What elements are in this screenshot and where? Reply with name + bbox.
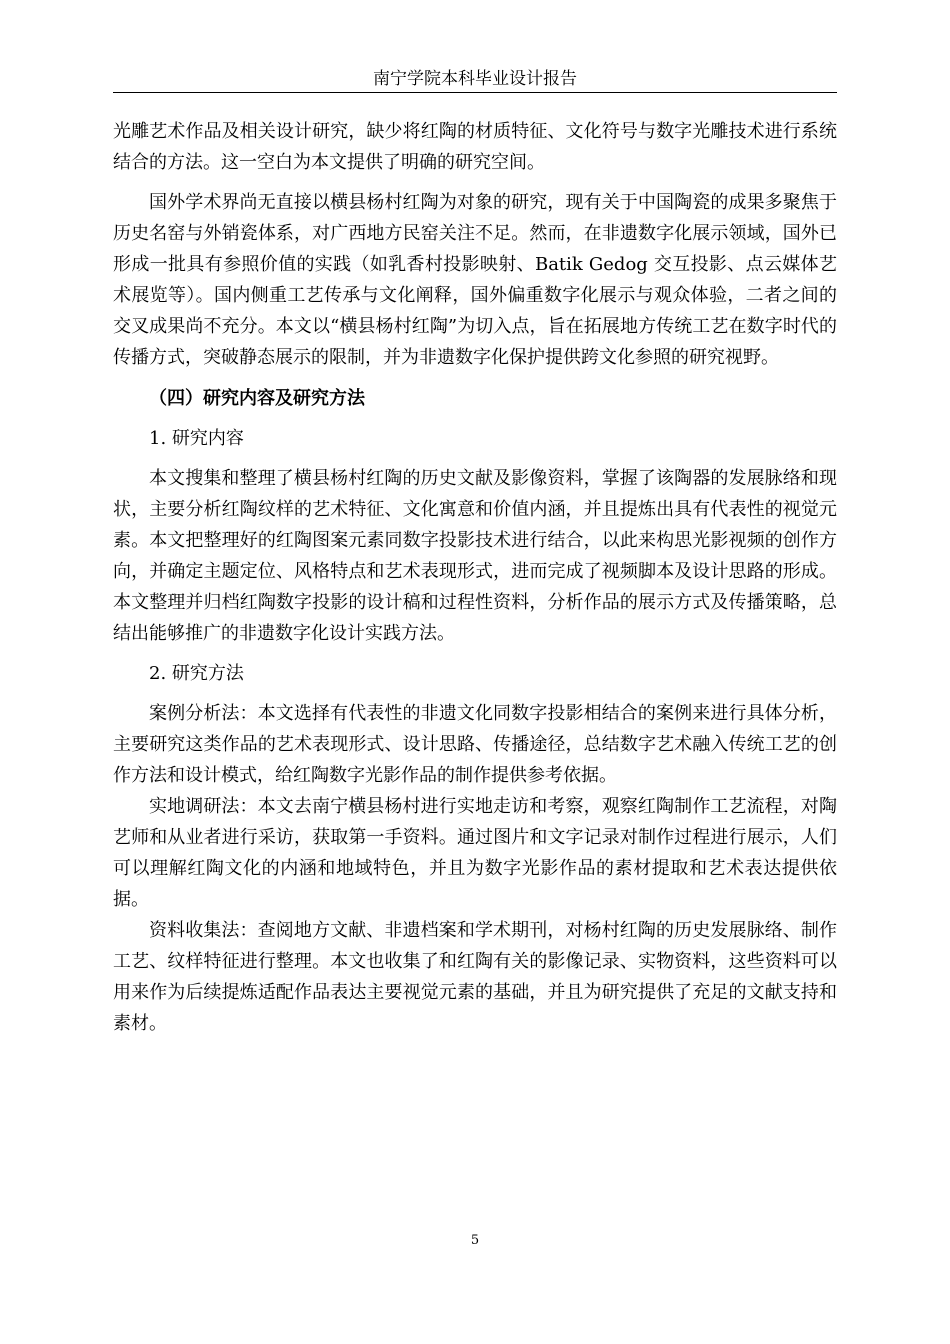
paragraph-field-research: 实地调研法：本文去南宁横县杨村进行实地走访和考察，观察红陶制作工艺流程，对陶艺师和从业者进行采访，获取第一手资料。通过图片和文字记录对制作过程进行展示，人们可以理解红陶文化的内涵和地域特色，并且为数字光影作品的素材提取和艺术表达提供依据。	[113, 796, 837, 910]
page-header	[113, 66, 837, 93]
header-title: 南宁学院本科毕业设计报告	[373, 69, 577, 89]
document-body	[113, 116, 837, 1039]
subheading-research-content: 1. 研究内容	[149, 428, 244, 449]
section-heading: （四）研究内容及研究方法	[149, 388, 365, 409]
paragraph-research-content: 本文搜集和整理了横县杨村红陶的历史文献及影像资料，掌握了该陶器的发展脉络和现状，主要分析红陶纹样的艺术特征、文化寓意和价值内涵，并且提炼出具有代表性的视觉元素。本文把整理好的红陶图案元素同数字投影技术进行结合，以此来构思光影视频的创作方向，并确定主题定位、风格特点和艺术表现形式，进而完成了视频脚本及设计思路的形成。本文整理并归档红陶数字投影的设计稿和过程性资料，分析作品的展示方式及传播策略，总结出能够推广的非遗数字化设计实践方法。	[113, 468, 837, 644]
page-number: 5	[470, 1233, 480, 1248]
paragraph-continuation: 光雕艺术作品及相关设计研究，缺少将红陶的材质特征、文化符号与数字光雕技术进行系统结合的方法。这一空白为本文提供了明确的研究空间。	[113, 121, 837, 173]
paragraph-case-analysis: 案例分析法：本文选择有代表性的非遗文化同数字投影相结合的案例来进行具体分析，主要研究这类作品的艺术表现形式、设计思路、传播途径，总结数字艺术融入传统工艺的创作方法和设计模式，给红陶数字光影作品的制作提供参考依据。	[113, 703, 837, 786]
paragraph-foreign-research: 国外学术界尚无直接以横县杨村红陶为对象的研究，现有关于中国陶瓷的成果多聚焦于历史名窑与外销瓷体系，对广西地方民窑关注不足。然而，在非遗数字化展示领域，国外已形成一批具有参照价值的实践（如乳香村投影映射、Batik Gedog 交互投影、点云媒体艺术展览等）。国内侧重工艺传承与文化阐释，国外偏重数字化展示与观众体验，二者之间的交叉成果尚不充分。本文以“横县杨村红陶”为切入点，旨在拓展地方传统工艺在数字时代的传播方式，突破静态展示的限制，并为非遗数字化保护提供跨文化参照的研究视野。	[113, 192, 837, 368]
paragraph-data-collection: 资料收集法：查阅地方文献、非遗档案和学术期刊，对杨村红陶的历史发展脉络、制作工艺、纹样特征进行整理。本文也收集了和红陶有关的影像记录、实物资料，这些资料可以用来作为后续提炼适配作品表达主要视觉元素的基础，并且为研究提供了充足的文献支持和素材。	[113, 920, 837, 1034]
subheading-research-methods: 2. 研究方法	[149, 663, 244, 684]
